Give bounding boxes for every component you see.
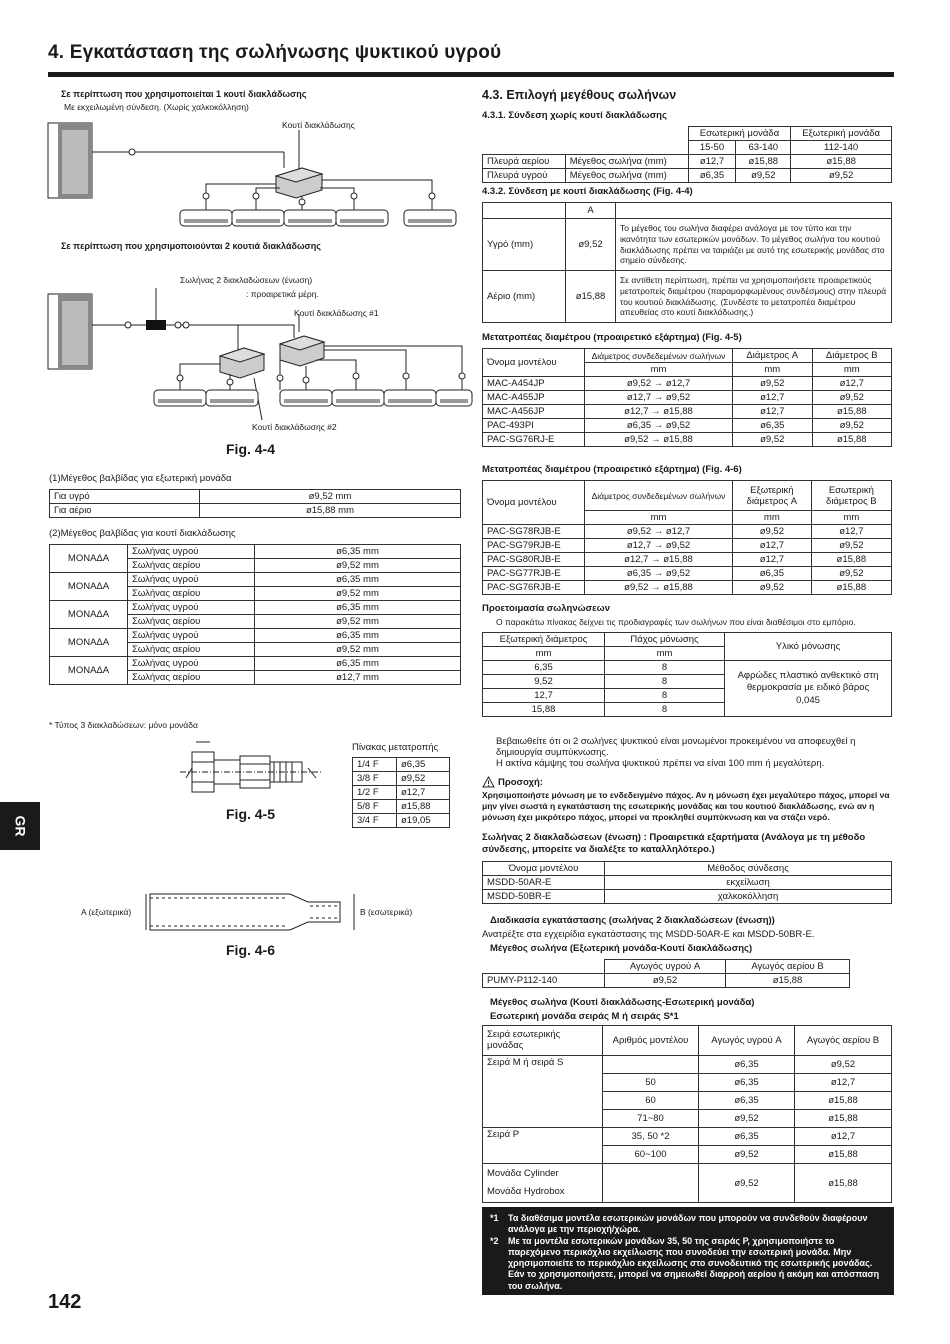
outdoor-unit-icon (48, 123, 92, 198)
reducer-drawing (140, 888, 360, 936)
table-row: MSDD-50BR-E χαλκοκόλληση (483, 890, 892, 904)
insulation-table (482, 632, 892, 717)
table-row: 3/4 F ø19,05 (353, 814, 450, 828)
outdoor-unit-icon (48, 294, 92, 369)
joint-pipe-icon (146, 320, 166, 330)
table-row: PAC-SG76RJB-E ø9,52 → ø15,88 ø9,52 ø15,88 (483, 581, 892, 595)
table-row: A (483, 203, 892, 219)
valve-outdoor-title: (1)Μέγεθος βαλβίδας για εξωτερική μονάδα (49, 473, 232, 484)
table-row: ΜΟΝΑΔΑ Σωλήνας υγρού ø6,35 mm (50, 601, 461, 615)
table-row: 60~100 ø9,52 ø15,88 (483, 1146, 892, 1164)
table-row: MSDD-50AR-E εκχείλωση (483, 876, 892, 890)
table-row: 5/8 F ø15,88 (353, 800, 450, 814)
table-row: MAC-A455JP ø12,7 → ø9,52 ø12,7 ø9,52 (483, 391, 892, 405)
joint-table (482, 861, 892, 904)
table-row: 3/8 F ø9,52 (353, 772, 450, 786)
table-row: Πλευρά υγρού Μέγεθος σωλήνα (mm) ø6,35 ø9,52 ø9,52 (483, 169, 892, 183)
table-row: ΜΟΝΑΔΑ Σωλήνας υγρού ø6,35 mm (50, 545, 461, 559)
table-row: PAC-SG78RJB-E ø9,52 → ø12,7 ø9,52 ø12,7 (483, 525, 892, 539)
size1-table (482, 959, 850, 988)
table-row: PAC-SG80RJB-E ø12,7 → ø15,88 ø12,7 ø15,88 (483, 553, 892, 567)
procedure-title: Διαδικασία εγκατάστασης (σωλήνας 2 διακλαδώσεων (ένωση)) (490, 915, 775, 926)
table-row: Για αέριο ø15,88 mm (50, 504, 461, 518)
table-row: 15-50 63-140 112-140 (483, 141, 892, 155)
fig-4-6-label-b: B (εσωτερικά) (360, 907, 413, 917)
case2-box2-label: Κουτί διακλάδωσης #2 (252, 422, 337, 432)
table-row: Σειρά P 35, 50 *2 ø6,35 ø12,7 (483, 1128, 892, 1146)
table-row: PAC-SG77RJB-E ø6,35 → ø9,52 ø6,35 ø9,52 (483, 567, 892, 581)
case1-box-label: Κουτί διακλάδωσης (282, 120, 355, 130)
table-row: mm mm mm (483, 363, 892, 377)
table-row: 12,7 8 (483, 689, 892, 703)
caution-body: Χρησιμοποιήστε μόνωση με το ενδεδειγμένο πάχος. Αν η μόνωση έχει μεγαλύτερο πάχος, μπορεί να μην γίνει σωστά η εγκατάσταση της εσωτερικής μονάδας και του κουτιού διακλάδωσης, ενώ αν η μόνωση έχει μικρότερο πάχος, μπορεί να προκληθεί συμπύκνωση και να στάζει νερό. (482, 790, 890, 823)
table-row: PUMY-P112-140 ø9,52 ø15,88 (483, 974, 850, 988)
footnote: *1 Τα διαθέσιμα μοντέλα εσωτερικών μονάδων που μπορούν να συνδεθούν διαφέρουν ανάλογα με την περιοχή/χώρα. (490, 1213, 868, 1235)
table-row: MAC-A454JP ø9,52 → ø12,7 ø9,52 ø12,7 (483, 377, 892, 391)
size2-title-2: Εσωτερική μονάδα σειράς M ή σειράς S*1 (490, 1011, 679, 1022)
table-row: mm mm (483, 647, 892, 661)
table-row: 15,88 8 (483, 703, 892, 717)
table-row: Αγωγός υγρού A Αγωγός αερίου B (483, 960, 850, 974)
table-row: ΜΟΝΑΔΑ Σωλήνας υγρού ø6,35 mm (50, 629, 461, 643)
table-row: Σωλήνας αερίου ø12,7 mm (50, 671, 461, 685)
section-title: 4. Εγκατάσταση της σωλήνωσης ψυκτικού υγρού (48, 42, 502, 63)
valve-box-table (49, 544, 461, 685)
flare-nut-drawing (176, 738, 336, 806)
converter-4-6-table (482, 480, 892, 595)
section-4-3-title: 4.3. Επιλογή μεγέθους σωλήνων (482, 88, 677, 102)
prep-paragraph-1: Βεβαιωθείτε ότι οι 2 σωλήνες ψυκτικού είναι μονωμένοι προκειμένου να αποφευχθεί η δημιουργία συμπύκνωσης. (496, 736, 856, 759)
page-number: 142 (48, 1291, 82, 1313)
section-4-3-1-title: 4.3.1. Σύνδεση χωρίς κουτί διακλάδωσης (482, 110, 667, 121)
converter-4-6-title: Μετατροπέας διαμέτρου (προαιρετικό εξάρτημα) (Fig. 4-6) (482, 464, 742, 475)
table-row: 1/4 F ø6,35 (353, 758, 450, 772)
case2-pipe-label: Σωλήνας 2 διακλαδώσεων (ένωση) (180, 275, 313, 285)
fig-4-4-caption: Fig. 4-4 (226, 441, 276, 457)
table-row: 6,35 8 Αφρώδες πλαστικό ανθεκτικό στη θερμοκρασία με ειδικό βάρος 0,045 (483, 661, 892, 675)
table-row: 1/2 F ø12,7 (353, 786, 450, 800)
table-row: MAC-A456JP ø12,7 → ø15,88 ø12,7 ø15,88 (483, 405, 892, 419)
footnotes-box (482, 1207, 894, 1295)
section-4-3-2-title: 4.3.2. Σύνδεση με κουτί διακλάδωσης (Fig. 4-4) (482, 186, 693, 197)
branch-box-icon (276, 168, 322, 198)
table-row: mm mm mm (483, 511, 892, 525)
footnote: *2 Με τα μοντέλα εσωτερικών μονάδων 35, 50 της σειράς P, χρησιμοποιήστε το παρεχόμενο περικόχλιο εκχείλωσης που συνοδεύει την εσωτερική μονάδα. Μην χρησιμοποιείτε το περικόχλιο εκχείλωσης στο συνοδευτικό της εσωτερικής μονάδας. Εάν το χρησιμοποιήσετε, μπορεί να σημειωθεί διαρροή αερίου ή ακόμη και απόσπαση του σωλήνα. (490, 1235, 880, 1291)
table-row: Όνομα μοντέλου Διάμετρος συνδεδεμένων σωλήνων Εξωτερική διάμετρος A Εσωτερική διάμετρος B (483, 481, 892, 511)
table-row: Όνομα μοντέλου Διάμετρος συνδεδεμένων σωλήνων Διάμετρος A Διάμετρος B (483, 349, 892, 363)
branch-box-2-icon (220, 348, 264, 378)
indoor-unit-icons (154, 390, 472, 406)
table-4-3-1 (482, 126, 892, 183)
valve-box-note: * Τύπος 3 διακλαδώσεων: μόνο μονάδα (49, 720, 198, 730)
table-row: 50 ø6,35 ø12,7 (483, 1074, 892, 1092)
branch-box-1-icon (280, 336, 324, 366)
table-row: Για υγρό ø9,52 mm (50, 490, 461, 504)
indoor-unit-icons (180, 210, 456, 226)
procedure-body: Ανατρέξτε στα εγχειρίδια εγκατάστασης της MSDD-50AR-E και MSDD-50BR-E. (482, 929, 815, 940)
converter-4-5-table (482, 348, 892, 447)
joint-title: Σωλήνας 2 διακλαδώσεων (ένωση) : Προαιρετικά εξαρτήματα (Ανάλογα με τη μέθοδο σύνδεσης, μπορείτε να διαλέξτε το καταλληλότερο.) (482, 832, 866, 856)
table-row: PAC-493PI ø6,35 → ø9,52 ø6,35 ø9,52 (483, 419, 892, 433)
case2-pipe-sub: : προαιρετικά μέρη. (246, 289, 319, 299)
table-row: 9,52 8 (483, 675, 892, 689)
table-row: Εσωτερική μονάδα Εξωτερική μονάδα (483, 127, 892, 141)
table-row: PAC-SG79RJB-E ø12,7 → ø9,52 ø12,7 ø9,52 (483, 539, 892, 553)
table-row: Σωλήνας αερίου ø9,52 mm (50, 587, 461, 601)
conversion-title: Πίνακας μετατροπής (352, 742, 439, 753)
converter-4-5-title: Μετατροπέας διαμέτρου (προαιρετικό εξάρτημα) (Fig. 4-5) (482, 332, 742, 343)
case2-title: Σε περίπτωση που χρησιμοποιούνται 2 κουτιά διακλάδωσης (61, 241, 321, 251)
size2-title-1: Μέγεθος σωλήνα (Κουτί διακλάδωσης-Εσωτερική μονάδα) (490, 997, 755, 1008)
table-row: Σειρά M ή σειρά S ø6,35 ø9,52 (483, 1056, 892, 1074)
diagram-1-branch-box (44, 118, 464, 238)
table-row: Υγρό (mm) ø9,52 Το μέγεθος του σωλήνα διαφέρει ανάλογα με τον τύπο και την ικανότητα των εσωτερικών μονάδων. Το μέγεθος σωλήνα του κουτιού διακλάδωσης πρέπει να ταιριάζει με αυτό της εσωτερικής μονάδας στο σημείο σύνδεσης. (483, 219, 892, 271)
fig-4-6-caption: Fig. 4-6 (226, 942, 276, 958)
warning-icon (482, 776, 495, 788)
valve-outdoor-table (49, 489, 461, 518)
table-row: Σειρά εσωτερικής μονάδας Αριθμός μοντέλου Αγωγός υγρού A Αγωγός αερίου B (483, 1026, 892, 1056)
caution-heading: Προσοχή: (482, 776, 543, 788)
conversion-table (352, 757, 450, 828)
case1-title: Σε περίπτωση που χρησιμοποιείται 1 κουτί διακλάδωσης (61, 89, 307, 99)
prep-paragraph-2: Η ακτίνα κάμψης του σωλήνα ψυκτικού πρέπει να είναι 100 mm ή μεγαλύτερη. (496, 758, 825, 769)
prep-title: Προετοιμασία σωληνώσεων (482, 603, 610, 614)
table-row: Μονάδα Cylinder Μονάδα Hydrobox ø9,52 ø15,88 (483, 1164, 892, 1203)
case2-box1-label: Κουτί διακλάδωσης #1 (294, 308, 379, 318)
table-row: Αέριο (mm) ø15,88 Σε αντίθετη περίπτωση, πρέπει να χρησιμοποιήσετε προαιρετικούς μετατροπείς διαμέτρου (παραμορφωμένους συνδέσμους) στην πλευρά του κουτιού διακλάδωσης. (Συνδέστε το μετατροπέα διαμέτρου απευθείας στο κουτί διακλάδωσης.) (483, 271, 892, 323)
table-row: Σωλήνας αερίου ø9,52 mm (50, 615, 461, 629)
prep-subtitle: Ο παρακάτω πίνακας δείχνει τις προδιαγραφές των σωλήνων που είναι διαθέσιμοι στο εμπόριο. (496, 617, 856, 627)
size1-title: Μέγεθος σωλήνα (Εξωτερική μονάδα-Κουτί διακλάδωσης) (490, 943, 753, 954)
table-row: Πλευρά αερίου Μέγεθος σωλήνα (mm) ø12,7 ø15,88 ø15,88 (483, 155, 892, 169)
table-row: 60 ø6,35 ø15,88 (483, 1092, 892, 1110)
header-rule (48, 72, 894, 77)
table-row: Σωλήνας αερίου ø9,52 mm (50, 643, 461, 657)
language-tab: GR (0, 802, 40, 850)
table-row: 71~80 ø9,52 ø15,88 (483, 1110, 892, 1128)
table-row: ΜΟΝΑΔΑ Σωλήνας υγρού ø6,35 mm (50, 657, 461, 671)
table-row: PAC-SG76RJ-E ø9,52 → ø15,88 ø9,52 ø15,88 (483, 433, 892, 447)
table-row: Όνομα μοντέλου Μέθοδος σύνδεσης (483, 862, 892, 876)
fig-4-6-label-a: A (εξωτερικά) (81, 907, 132, 917)
table-row: Σωλήνας αερίου ø9,52 mm (50, 559, 461, 573)
size2-table (482, 1025, 892, 1203)
table-4-3-2 (482, 202, 892, 323)
valve-box-title: (2)Μέγεθος βαλβίδας για κουτί διακλάδωσης (49, 528, 236, 539)
page-header (48, 42, 894, 77)
table-row: Εξωτερική διάμετρος Πάχος μόνωσης Υλικό μόνωσης (483, 633, 892, 647)
case1-subtitle: Με εκχειλωμένη σύνδεση. (Χωρίς χαλκοκόλληση) (64, 102, 249, 112)
diagram-2-branch-boxes (44, 280, 474, 425)
table-row: ΜΟΝΑΔΑ Σωλήνας υγρού ø6,35 mm (50, 573, 461, 587)
fig-4-5-caption: Fig. 4-5 (226, 806, 276, 822)
